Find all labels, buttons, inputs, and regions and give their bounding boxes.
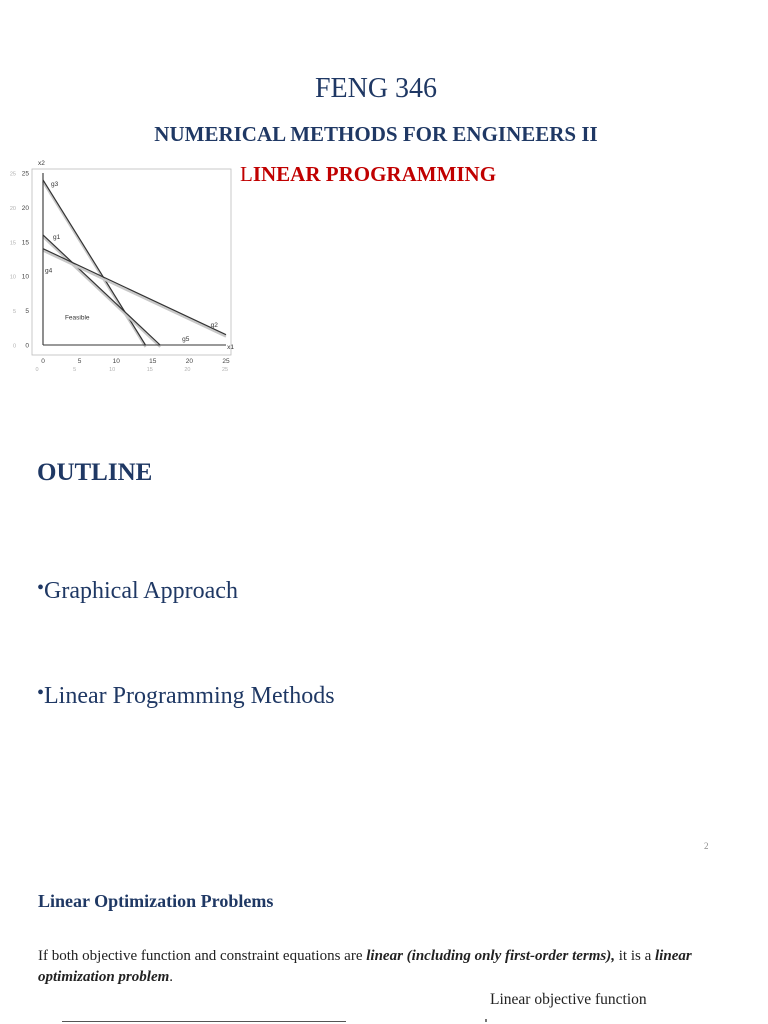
series-label-g3: g3 bbox=[51, 180, 59, 188]
outline-item-label: Graphical Approach bbox=[44, 578, 238, 604]
y-tick-label: 5 bbox=[25, 308, 29, 316]
y-tick-label: 0 bbox=[25, 342, 29, 350]
series-label-g2: g2 bbox=[210, 322, 218, 330]
course-code: FENG 346 bbox=[314, 73, 438, 104]
y-tick-label-ghost: 25 bbox=[9, 171, 16, 178]
y-tick-label: 20 bbox=[21, 204, 29, 212]
equation-rule bbox=[62, 1021, 346, 1022]
x-tick-label-ghost: 25 bbox=[221, 367, 229, 373]
feasible-label: Feasible bbox=[64, 314, 90, 322]
x-tick-label-ghost: 0 bbox=[35, 367, 39, 373]
outline-heading: OUTLINE bbox=[37, 459, 153, 486]
y-tick-label-ghost: 0 bbox=[12, 343, 16, 350]
x-tick-label-ghost: 20 bbox=[184, 367, 191, 373]
bullet-icon: • bbox=[37, 682, 45, 704]
y-tick-label: 25 bbox=[21, 170, 29, 178]
outline-item-label: Linear Programming Methods bbox=[44, 683, 335, 709]
x-tick-label-ghost: 15 bbox=[146, 367, 153, 373]
outline-item bbox=[37, 573, 238, 606]
bullet-icon: • bbox=[37, 577, 45, 599]
para-text: . bbox=[169, 969, 174, 985]
y-tick-label-ghost: 5 bbox=[12, 309, 16, 316]
topic-first-letter: L bbox=[240, 162, 253, 186]
x-tick-label: 20 bbox=[185, 358, 194, 365]
y-tick-label-ghost: 10 bbox=[9, 274, 16, 281]
x-tick-label: 0 bbox=[41, 358, 45, 365]
topic-title bbox=[240, 161, 496, 187]
course-name: NUMERICAL METHODS FOR ENGINEERS II bbox=[154, 122, 598, 146]
x-tick-label-ghost: 5 bbox=[73, 367, 77, 373]
x-tick-label-ghost: 10 bbox=[109, 367, 116, 373]
definition-paragraph bbox=[38, 946, 728, 988]
outline-item bbox=[37, 678, 335, 711]
y-tick-label-ghost: 20 bbox=[9, 205, 16, 212]
section-heading: Linear Optimization Problems bbox=[38, 891, 274, 911]
para-emphasis: linear (including only first-order terms), bbox=[366, 948, 616, 964]
para-text: it is a bbox=[615, 948, 656, 964]
x-tick-label: 25 bbox=[222, 358, 230, 365]
series-label-g5: g5 bbox=[182, 336, 190, 343]
plot-frame bbox=[32, 169, 231, 355]
y-tick-label: 15 bbox=[21, 239, 29, 247]
para-emphasis: linear optimization problem bbox=[38, 948, 692, 985]
page-number: 2 bbox=[704, 841, 709, 851]
lp-feasible-region-chart bbox=[8, 157, 234, 374]
series-label-g1: g1 bbox=[53, 233, 61, 241]
para-text: If both objective function and constraint equations are bbox=[38, 948, 367, 964]
equation-mark bbox=[485, 1019, 487, 1022]
objective-caption: Linear objective function bbox=[490, 991, 647, 1008]
topic-rest: INEAR PROGRAMMING bbox=[252, 162, 497, 186]
y-tick-label: 10 bbox=[21, 273, 29, 281]
y-axis-label: x2 bbox=[38, 160, 45, 167]
x-tick-label: 10 bbox=[112, 358, 120, 365]
y-tick-label-ghost: 15 bbox=[9, 240, 16, 247]
x-axis-label: x1 bbox=[227, 344, 234, 351]
series-label-g4: g4 bbox=[45, 267, 53, 275]
x-tick-label: 5 bbox=[77, 358, 82, 365]
x-tick-label: 15 bbox=[149, 358, 157, 365]
